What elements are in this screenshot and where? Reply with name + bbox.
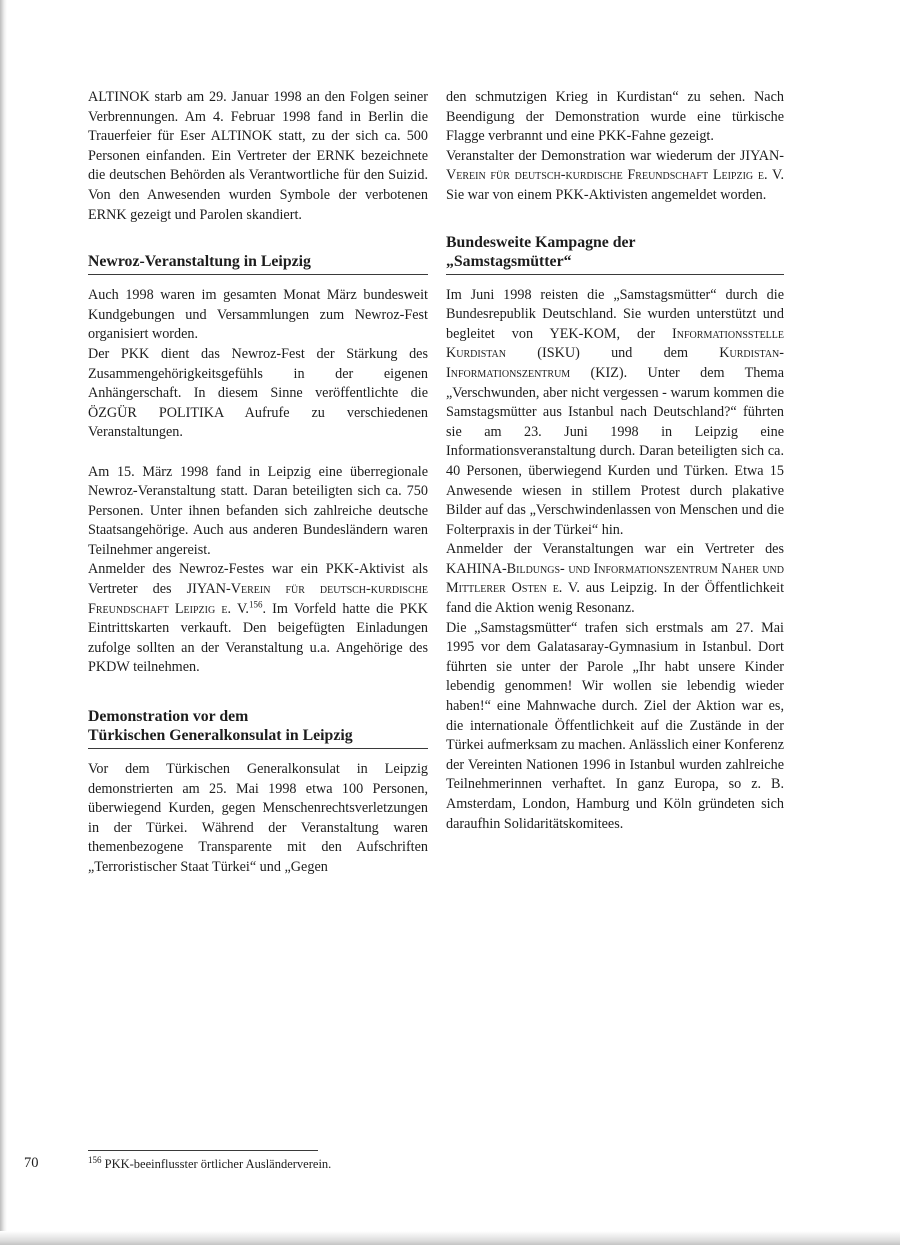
footnote-number: 156 — [88, 1154, 102, 1165]
organization-name: KAHINA-Bildungs- und Informationszentrum Naher und Mittlerer Osten e. V. — [446, 560, 784, 597]
left-column — [88, 88, 428, 878]
heading-samstagsmuetter — [446, 233, 784, 275]
organization-name: JIYAN-Verein für deutsch-kurdische Freundschaft Leipzig e. V. — [446, 147, 784, 184]
paragraph-newroz-purpose: Der PKK dient das Newroz-Fest der Stärkung des Zusammengehörigkeitsgefühls in der eigenen Anhängerschaft. In diesem Sinne veröffentlichte die ÖZGÜR POLITIKA Aufrufe zu verschiedenen Veranstaltungen. — [88, 345, 428, 441]
footnote-text: PKK-beeinflusster örtlicher Ausländerverein. — [104, 1157, 332, 1171]
heading-line: Türkischen Generalkonsulat in Leipzig — [88, 727, 353, 745]
organization-name: Informationsstelle Kurdistan — [446, 325, 784, 362]
text-run: Sie war von einem PKK-Aktivisten angemeldet worden. — [446, 186, 767, 203]
heading-demonstration-konsulat — [88, 707, 428, 749]
heading-line: Bundesweite Kampagne der — [446, 233, 636, 251]
page-number: 70 — [24, 1155, 39, 1171]
organization-name: Kurdistan-Informationszentrum — [446, 345, 784, 381]
paragraph-demonstration-organizer — [446, 147, 784, 206]
paragraph-newroz-intro: Auch 1998 waren im gesamten Monat März bundesweit Kundgebungen und Versammlungen zum Newroz-Fest organisiert worden. — [88, 287, 428, 343]
paragraph-demonstration-continued: den schmutzigen Krieg in Kurdistan“ zu sehen. Nach Beendigung der Demonstration wurde eine türkische Flagge verbrannt und eine PKK-Fahne gezeigt. — [446, 89, 784, 145]
paragraph-samstagsmuetter-history: Die „Samstagsmütter“ trafen sich erstmals am 27. Mai 1995 vor dem Galatasaray-Gymnasium in Istanbul. Dort führten sie unter der Parole „Ihr habt unsere Kinder lebendig genommen! Wir wollen sie lebendig wieder haben!“ eine Mahnwache durch. Ziel der Aktion war es, die internationale Öffentlichkeit auf die Zustände in der Türkei aufmerksam zu machen. Anlässlich einer Konferenz der Vereinten Nationen 1996 in Istanbul wurden zahlreiche Teilnehmerinnen verhaftet. In ganz Europa, so z. B. Amsterdam, London, Hamburg und Köln gründeten sich daraufhin Solidaritätskomitees. — [446, 619, 784, 832]
paragraph-samstagsmuetter-organizer — [446, 540, 784, 618]
paragraph-demonstration: Vor dem Türkischen Generalkonsulat in Leipzig demonstrierten am 25. Mai 1998 etwa 100 Personen, überwiegend Kurden, gegen Menschenrechtsverletzungen in der Türkei. Während der Veranstaltung waren themenbezogene Transparente mit den Aufschriften „Terroristischer Staat Türkei“ und „Gegen — [88, 761, 428, 875]
footnote-divider — [88, 1150, 318, 1151]
paragraph-samstagsmuetter-tour — [446, 286, 784, 541]
heading-newroz-leipzig: Newroz-Veranstaltung in Leipzig — [88, 252, 428, 275]
text-run: (ISKU) und dem — [506, 345, 720, 362]
text-run: . Im Vorfeld hatte die PKK Eintrittskarten verkauft. Den beigefügten Einladungen zufolge sollten an der Veranstaltung u.a. Angehörige des PKDW teilnehmen. — [88, 600, 428, 676]
paragraph-altinok: ALTINOK starb am 29. Januar 1998 an den Folgen seiner Verbrennungen. Am 4. Februar 1998 fand in Berlin die Trauerfeier für Eser ALTINOK statt, zu der sich ca. 500 Personen einfanden. Ein Vertreter der ERNK bezeichnete die deutschen Behörden als Verantwortliche für den Suizid. Von den Anwesenden wurden Symbole der verbotenen ERNK gezeigt und Parolen skandiert. — [88, 89, 428, 223]
scan-shadow-left — [0, 0, 7, 1245]
text-run: Veranstalter der Demonstration war wiederum der — [446, 147, 740, 164]
paragraph-newroz-organizer — [88, 560, 428, 678]
text-run: Anmelder der Veranstaltungen war ein Vertreter des — [446, 541, 784, 558]
footnote-reference: 156 — [248, 598, 263, 609]
heading-line: Demonstration vor dem — [88, 708, 249, 726]
text-run: Anmelder des Newroz-Festes war ein PKK-Aktivist als Vertreter des — [88, 561, 428, 598]
heading-line: „Samstagsmütter“ — [446, 252, 572, 270]
right-column — [446, 88, 784, 834]
organization-name: JIYAN-Verein für deutsch-kurdische Freundschaft Leipzig e. V. — [88, 581, 428, 617]
text-run: aus Leipzig. In der Öffentlichkeit fand die Aktion wenig Resonanz. — [446, 580, 785, 617]
paragraph-newroz-event: Am 15. März 1998 fand in Leipzig eine überregionale Newroz-Veranstaltung statt. Daran beteiligten sich ca. 750 Personen. Unter ihnen befanden sich zahlreiche deutsche Staatsangehörige. Auch aus anderen Bundesländern waren Teilnehmer angereist. — [88, 463, 428, 558]
scan-shadow-bottom — [0, 1231, 900, 1245]
text-run: Im Juni 1998 reisten die „Samstagsmütter“ durch die Bundesrepublik Deutschland. Sie wurden unterstützt und begleitet von YEK-KOM, der — [446, 286, 784, 342]
footnote — [88, 1156, 331, 1172]
text-run: (KIZ). Unter dem Thema „Verschwunden, aber nicht vergessen - warum kommen die Samstagsmütter aus Istanbul nach Deutschland?“ führten sie am 23. Juni 1998 in Leipzig eine Informationsveranstaltung durch. Daran beteiligten sich ca. 40 Personen, überwiegend Kurden und Türken. Etwa 15 Anwesende wiesen in stillem Protest durch plakative Bilder auf das „Verschwindenlassen von Menschen und die Folterpraxis in der Türkei“ hin. — [446, 364, 784, 538]
